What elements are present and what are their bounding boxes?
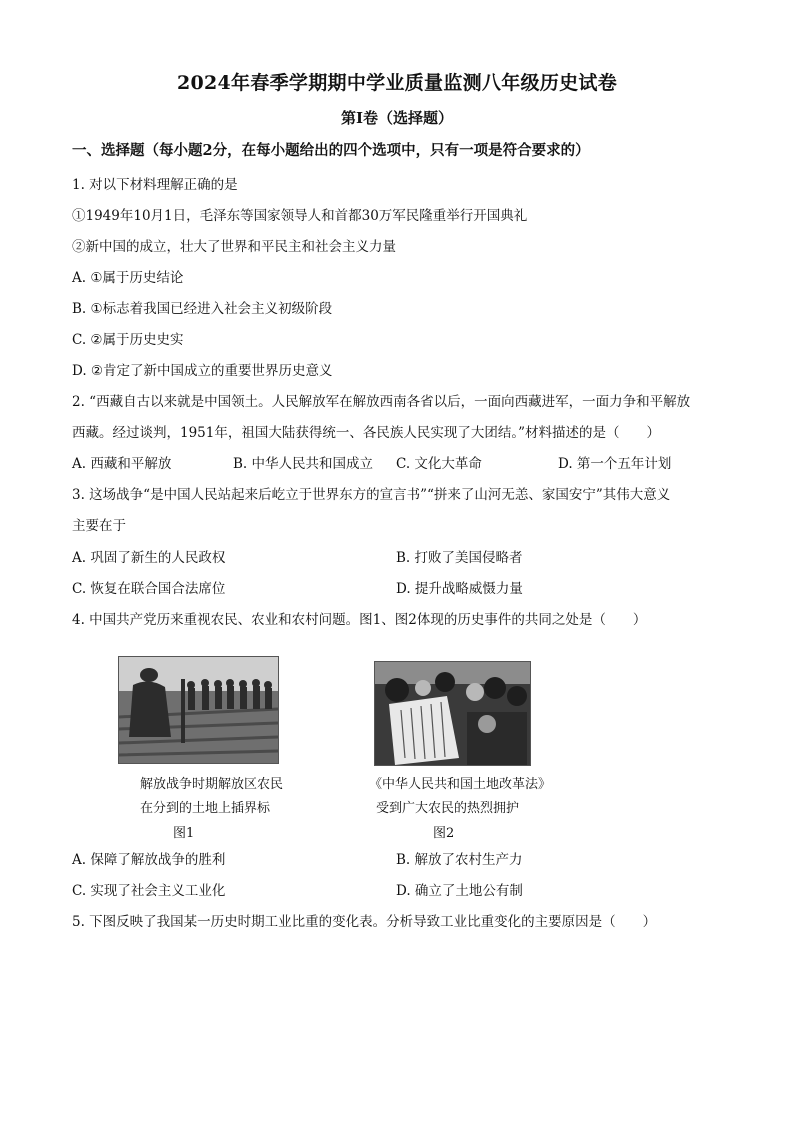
figure-1-caption-line2: 在分到的土地上插界标	[140, 801, 271, 816]
q1-option-b: B. ①标志着我国已经进入社会主义初级阶段	[72, 301, 333, 317]
exam-title: 2024年春季学期期中学业质量监测八年级历史试卷	[176, 72, 618, 94]
q1-option-d: D. ②肯定了新中国成立的重要世界历史意义	[72, 363, 333, 379]
q3-stem-line1: 3. 这场战争“是中国人民站起来后屹立于世界东方的宣言书”“拼来了山河无恙、家国安宁”其伟大意义	[72, 487, 671, 503]
q2-option-b: B. 中华人民共和国成立	[233, 456, 374, 472]
q3-option-a: A. 巩固了新生的人民政权	[72, 550, 226, 566]
q4-stem: 4. 中国共产党历来重视农民、农业和农村问题。图1、图2体现的历史事件的共同之处是（ ）	[72, 612, 647, 628]
q2-option-d: D. 第一个五年计划	[558, 456, 672, 472]
q2-option-c: C. 文化大革命	[396, 456, 482, 472]
q4-option-a: A. 保障了解放战争的胜利	[72, 852, 226, 868]
q1-stem: 1. 对以下材料理解正确的是	[72, 177, 238, 193]
q4-option-d: D. 确立了土地公有制	[396, 883, 523, 899]
part-heading: 第Ⅰ卷（选择题）	[340, 109, 454, 127]
section-heading: 一、选择题（每小题2分，在每小题给出的四个选项中，只有一项是符合要求的）	[72, 142, 590, 159]
q3-option-b: B. 打败了美国侵略者	[396, 550, 523, 566]
figure-1-label: 图1	[173, 826, 195, 841]
q1-material-1: ①1949年10月1日，毛泽东等国家领导人和首都30万军民隆重举行开国典礼	[72, 208, 528, 224]
figure-2-photo	[374, 661, 531, 766]
q2-stem-line2: 西藏。经过谈判，1951年，祖国大陆获得统一、各民族人民实现了大团结。”材料描述的是（ ）	[72, 425, 661, 441]
figure-2-caption-line1: 《中华人民共和国土地改革法》	[369, 777, 552, 792]
q1-option-a: A. ①属于历史结论	[72, 270, 184, 286]
figure-2-label: 图2	[433, 826, 455, 841]
figure-1-caption-line1: 解放战争时期解放区农民	[140, 777, 284, 792]
q1-option-c: C. ②属于历史史实	[72, 332, 184, 348]
q2-stem-line1: 2. “西藏自古以来就是中国领土。人民解放军在解放西南各省以后，一面向西藏进军，一面力争和平解放	[72, 394, 691, 410]
q4-option-c: C. 实现了社会主义工业化	[72, 883, 226, 899]
q3-option-c: C. 恢复在联合国合法席位	[72, 581, 226, 597]
q2-option-a: A. 西藏和平解放	[72, 456, 172, 472]
q5-stem: 5. 下图反映了我国某一历史时期工业比重的变化表。分析导致工业比重变化的主要原因是（ ）	[72, 914, 657, 930]
q3-stem-line2: 主要在于	[72, 518, 126, 534]
q4-option-b: B. 解放了农村生产力	[396, 852, 523, 868]
figure-1-photo	[118, 656, 279, 764]
q3-option-d: D. 提升战略威慑力量	[396, 581, 523, 597]
q1-material-2: ②新中国的成立，壮大了世界和平民主和社会主义力量	[72, 239, 396, 255]
figure-2-caption-line2: 受到广大农民的热烈拥护	[376, 801, 520, 816]
